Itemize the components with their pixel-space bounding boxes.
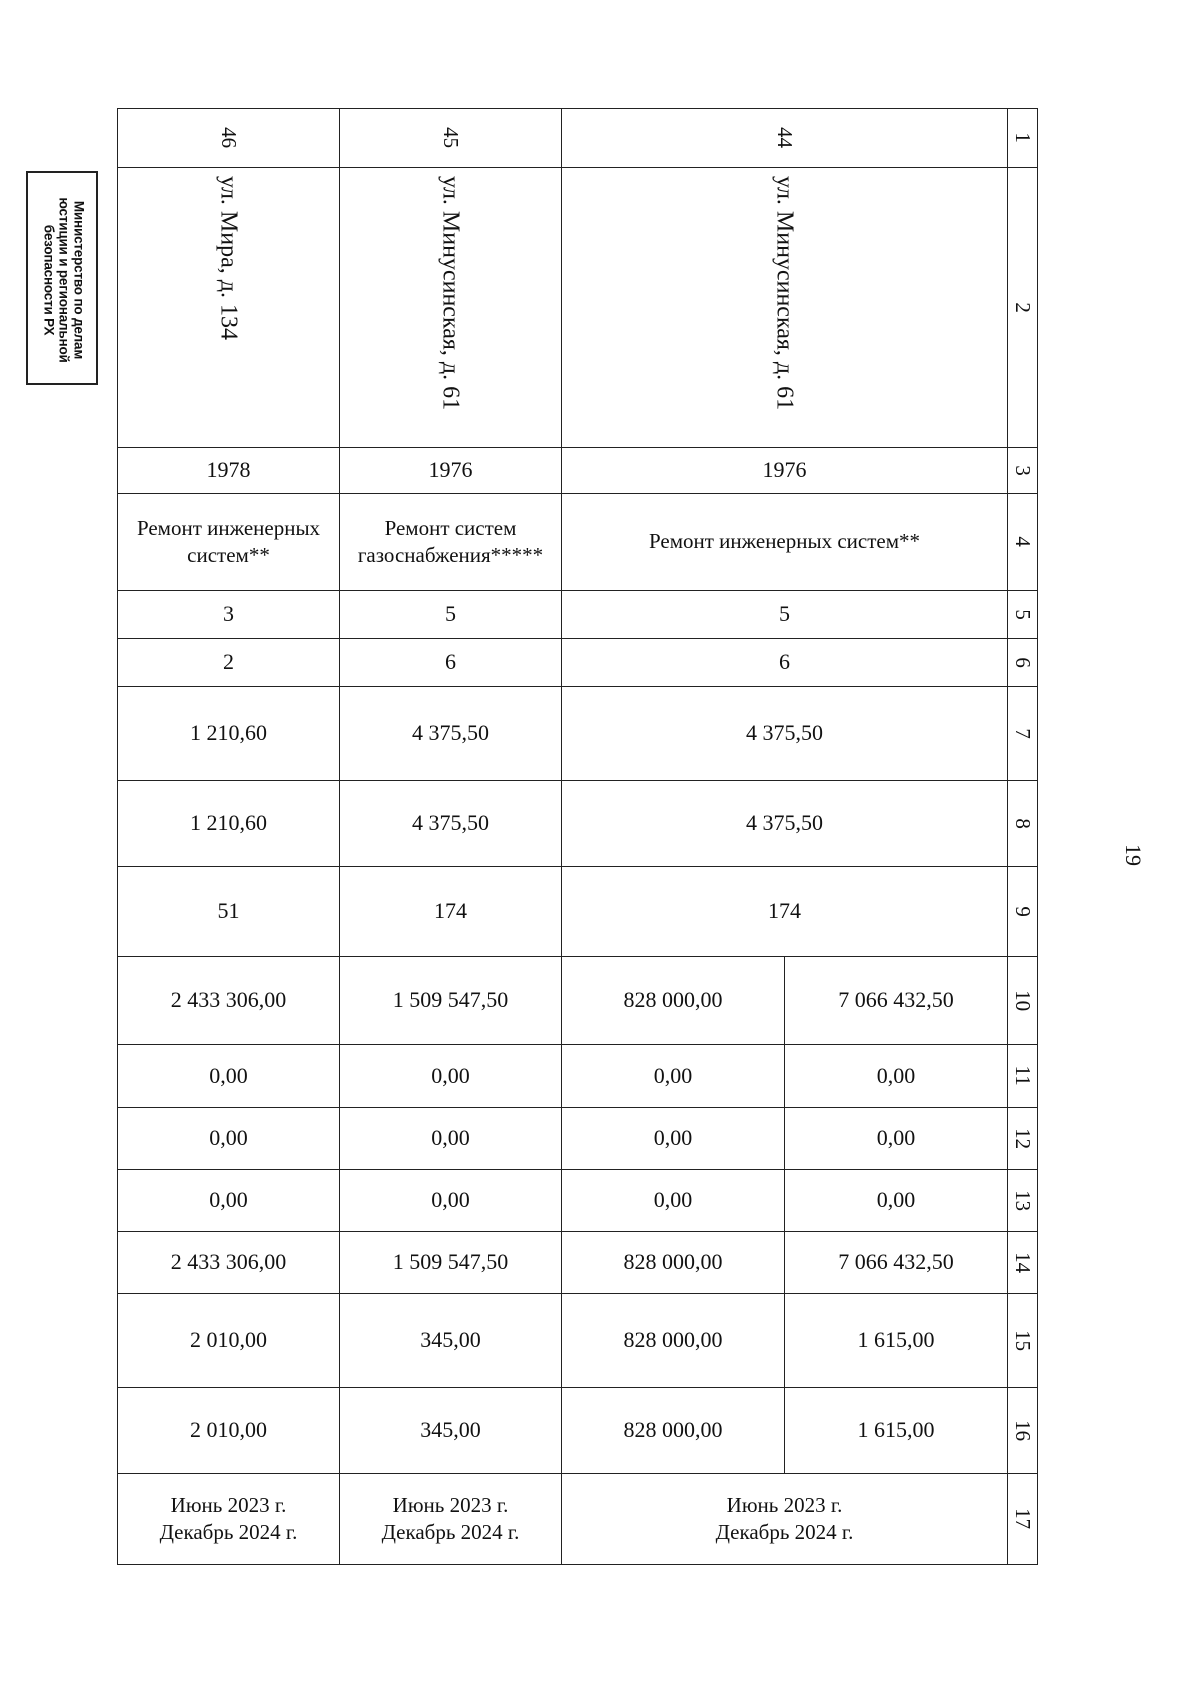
value-cell: 345,00 xyxy=(340,1388,562,1474)
column-number: 7 xyxy=(1008,687,1038,781)
value-cell: 6 xyxy=(562,639,1008,687)
address-cell: ул. Минусинская, д. 61 xyxy=(562,168,1008,448)
table-row xyxy=(118,1045,1038,1108)
work-type-cell: Ремонт систем газоснабжения***** xyxy=(340,494,562,591)
table-row xyxy=(118,957,1038,1045)
value-cell: 0,00 xyxy=(118,1170,340,1232)
value-cell: 0,00 xyxy=(785,1045,1008,1108)
column-number: 6 xyxy=(1008,639,1038,687)
record-number: 45 xyxy=(340,109,562,168)
value-cell: 828 000,00 xyxy=(562,1294,785,1388)
table-row xyxy=(118,448,1038,494)
period-cell: Июнь 2023 г. Декабрь 2024 г. xyxy=(118,1474,340,1565)
year-cell: 1976 xyxy=(340,448,562,494)
data-table xyxy=(117,108,1038,1565)
value-cell: 828 000,00 xyxy=(562,1388,785,1474)
value-cell: 1 509 547,50 xyxy=(340,957,562,1045)
value-cell: 2 010,00 xyxy=(118,1388,340,1474)
value-cell: 0,00 xyxy=(340,1108,562,1170)
value-cell: 4 375,50 xyxy=(340,781,562,867)
address-cell: ул. Минусинская, д. 61 xyxy=(340,168,562,448)
value-cell: 4 375,50 xyxy=(340,687,562,781)
column-number: 13 xyxy=(1008,1170,1038,1232)
column-number: 14 xyxy=(1008,1232,1038,1294)
year-cell: 1978 xyxy=(118,448,340,494)
table-row xyxy=(118,1294,1038,1388)
value-cell: 0,00 xyxy=(340,1170,562,1232)
table-row xyxy=(118,867,1038,957)
stamp-line: юстиции и региональной xyxy=(56,197,72,363)
stamp-line: Министерство по делам xyxy=(71,200,87,360)
address-cell: ул. Мира, д. 134 xyxy=(118,168,340,448)
column-number: 3 xyxy=(1008,448,1038,494)
column-number: 11 xyxy=(1008,1045,1038,1108)
table-row xyxy=(118,591,1038,639)
record-number: 46 xyxy=(118,109,340,168)
column-number: 15 xyxy=(1008,1294,1038,1388)
value-cell: 0,00 xyxy=(785,1170,1008,1232)
value-cell: 4 375,50 xyxy=(562,687,1008,781)
column-number: 9 xyxy=(1008,867,1038,957)
value-cell: 828 000,00 xyxy=(562,1232,785,1294)
value-cell: 174 xyxy=(340,867,562,957)
column-number: 4 xyxy=(1008,494,1038,591)
table-row xyxy=(118,1108,1038,1170)
value-cell: 2 433 306,00 xyxy=(118,1232,340,1294)
value-cell: 0,00 xyxy=(118,1108,340,1170)
value-cell: 4 375,50 xyxy=(562,781,1008,867)
value-cell: 1 615,00 xyxy=(785,1388,1008,1474)
column-number: 10 xyxy=(1008,957,1038,1045)
column-number: 17 xyxy=(1008,1474,1038,1565)
value-cell: 51 xyxy=(118,867,340,957)
stamp-text xyxy=(42,177,87,383)
value-cell: 0,00 xyxy=(562,1108,785,1170)
work-type-cell: Ремонт инженерных систем** xyxy=(562,494,1008,591)
table-row xyxy=(118,639,1038,687)
table-row xyxy=(118,687,1038,781)
table-row xyxy=(118,494,1038,591)
table-row xyxy=(118,109,1038,168)
table-row xyxy=(118,1170,1038,1232)
value-cell: 2 010,00 xyxy=(118,1294,340,1388)
column-number: 8 xyxy=(1008,781,1038,867)
value-cell: 1 210,60 xyxy=(118,687,340,781)
stamp-line: безопасности РХ xyxy=(41,224,57,336)
value-cell: 1 615,00 xyxy=(785,1294,1008,1388)
column-number: 1 xyxy=(1008,109,1038,168)
value-cell: 7 066 432,50 xyxy=(785,957,1008,1045)
column-number: 5 xyxy=(1008,591,1038,639)
period-cell: Июнь 2023 г. Декабрь 2024 г. xyxy=(340,1474,562,1565)
period-cell: Июнь 2023 г. Декабрь 2024 г. xyxy=(562,1474,1008,1565)
value-cell: 174 xyxy=(562,867,1008,957)
column-number: 12 xyxy=(1008,1108,1038,1170)
year-cell: 1976 xyxy=(562,448,1008,494)
table-row xyxy=(118,1232,1038,1294)
table-row xyxy=(118,1388,1038,1474)
record-number: 44 xyxy=(562,109,1008,168)
value-cell: 0,00 xyxy=(562,1170,785,1232)
value-cell: 3 xyxy=(118,591,340,639)
value-cell: 0,00 xyxy=(785,1108,1008,1170)
value-cell: 1 509 547,50 xyxy=(340,1232,562,1294)
table-row xyxy=(118,781,1038,867)
value-cell: 828 000,00 xyxy=(562,957,785,1045)
value-cell: 2 433 306,00 xyxy=(118,957,340,1045)
ministry-stamp xyxy=(26,171,98,385)
work-type-cell: Ремонт инженерных систем** xyxy=(118,494,340,591)
column-number: 2 xyxy=(1008,168,1038,448)
value-cell: 5 xyxy=(340,591,562,639)
value-cell: 345,00 xyxy=(340,1294,562,1388)
value-cell: 5 xyxy=(562,591,1008,639)
value-cell: 6 xyxy=(340,639,562,687)
column-number: 16 xyxy=(1008,1388,1038,1474)
value-cell: 1 210,60 xyxy=(118,781,340,867)
table-row xyxy=(118,168,1038,448)
table-row xyxy=(118,1474,1038,1565)
value-cell: 0,00 xyxy=(340,1045,562,1108)
value-cell: 2 xyxy=(118,639,340,687)
value-cell: 0,00 xyxy=(562,1045,785,1108)
value-cell: 0,00 xyxy=(118,1045,340,1108)
value-cell: 7 066 432,50 xyxy=(785,1232,1008,1294)
page-number: 19 xyxy=(1121,844,1146,866)
